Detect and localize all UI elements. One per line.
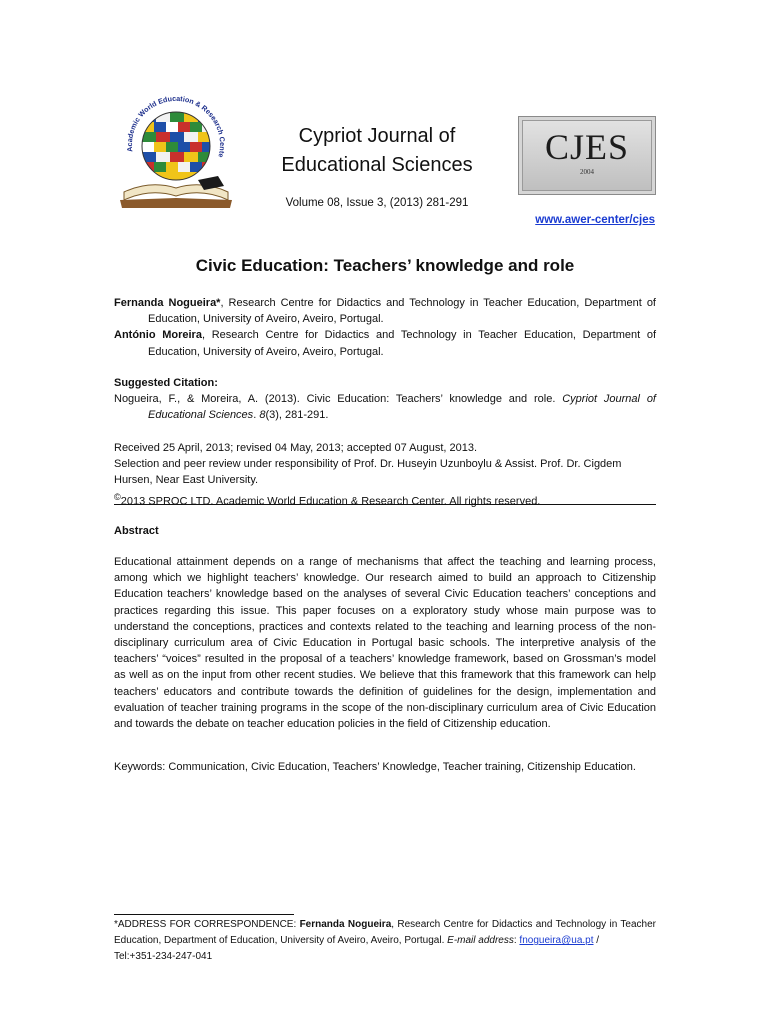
journal-url-link[interactable]: www.awer-center/cjes <box>535 214 655 226</box>
journal-title-line2: Educational Sciences <box>281 154 473 176</box>
citation-journal: Cypriot Journal of Educational Sciences <box>148 393 656 422</box>
correspondence-footnote <box>114 917 656 965</box>
abstract-heading: Abstract <box>114 525 159 537</box>
volume-info: Volume 08, Issue 3, (2013) 281-291 <box>285 197 469 209</box>
copyright-notice <box>114 489 656 510</box>
email-link[interactable]: fnogueira@ua.pt <box>519 935 594 946</box>
citation-volume: 8 <box>259 409 266 422</box>
cjes-logo-text: CJES <box>544 127 630 167</box>
footnote-colon: : <box>513 935 520 946</box>
publication-history <box>114 440 656 509</box>
footnote-slash: / <box>593 935 600 946</box>
author-entry <box>114 295 656 327</box>
awer-globe-logo <box>114 96 238 212</box>
citation-heading: Suggested Citation: <box>114 377 218 389</box>
keywords: Keywords: Communication, Civic Education, Teachers’ Knowledge, Teacher training, Citizenship Education. <box>114 761 636 773</box>
citation-separator: . <box>253 409 260 422</box>
peer-review-note: Selection and peer review under responsibility of Prof. Dr. Huseyin Uzunboylu & Assist. Prof. Dr. Cigdem Hursen, Near East University. <box>114 458 622 487</box>
author-affiliation: , Research Centre for Didactics and Technology in Teacher Education, Department of Education, University of Aveiro, Aveiro, Portugal. <box>148 329 656 358</box>
journal-title-line1: Cypriot Journal of <box>298 125 456 147</box>
copyright-text: 2013 SPROC LTD. Academic World Education & Research Center. All rights reserved. <box>120 495 541 508</box>
footnote-divider <box>114 914 294 915</box>
footnote-telephone: Tel:+351-234-247-041 <box>114 951 213 962</box>
received-dates: Received 25 April, 2013; revised 04 May, 2013; accepted 07 August, 2013. <box>114 442 478 454</box>
footnote-affiliation: , Research Centre for Didactics and Technology in Teacher Education, Department of Education, University of Aveiro, Aveiro, Portugal. <box>114 919 656 946</box>
svg-text:Academic World Education & Res: Academic World Education & Research Cente <box>124 96 228 159</box>
copyright-symbol: © <box>114 491 121 502</box>
footnote-prefix: *ADDRESS FOR CORRESPONDENCE: <box>114 919 300 930</box>
footnote-email-label: E-mail address <box>447 935 514 946</box>
cjes-logo <box>518 116 656 195</box>
section-divider <box>114 504 656 505</box>
citation-issue-pages: (3), 281-291. <box>265 409 329 422</box>
cjes-logo-year: 2004 <box>580 168 594 176</box>
paper-title: Civic Education: Teachers’ knowledge and role <box>195 256 575 275</box>
author-name: António Moreira <box>114 329 202 342</box>
abstract-body: Educational attainment depends on a range of mechanisms that affect the teaching and learning process, among which we highlight teachers’ knowledge. Our research aimed to build an approach to Citizenship Education teachers’ knowledge based on the analyses of several Civic Education teachers’ conceptions and practices regarding this issue. This paper focuses on a exploratory study whose main purpose was to understand the conceptions, practices and contexts related to the teaching and learning process of the non-disciplinary curriculum area of Civic Education in Portugal basic schools. The interpretive analysis of the teachers’ “voices” resulted in the proposal of a teachers’ knowledge framework, based on Grossman’s model as well as on the input from other recent studies. We believe that this framework that this framework can help teachers’ educators and contribute towards the definition of guidelines for the design, implementation and evaluation of teacher training programs in the scope of the non-disciplinary curriculum area of Civic Education and towards the debate on teacher education policies in the field of Citizenship education. <box>114 556 656 731</box>
globe-book-icon <box>114 96 238 212</box>
author-affiliation: , Research Centre for Didactics and Technology in Teacher Education, Department of Education, University of Aveiro, Aveiro, Portugal. <box>148 297 656 326</box>
citation-text <box>114 391 656 423</box>
footnote-author-name: Fernanda Nogueira <box>299 919 392 930</box>
suggested-citation <box>114 375 656 424</box>
author-entry <box>114 327 656 359</box>
author-list <box>114 295 656 360</box>
journal-title <box>262 122 492 180</box>
author-name: Fernanda Nogueira* <box>114 297 221 309</box>
citation-authors-title: Nogueira, F., & Moreira, A. (2013). Civic Education: Teachers’ knowledge and role. <box>114 393 563 406</box>
